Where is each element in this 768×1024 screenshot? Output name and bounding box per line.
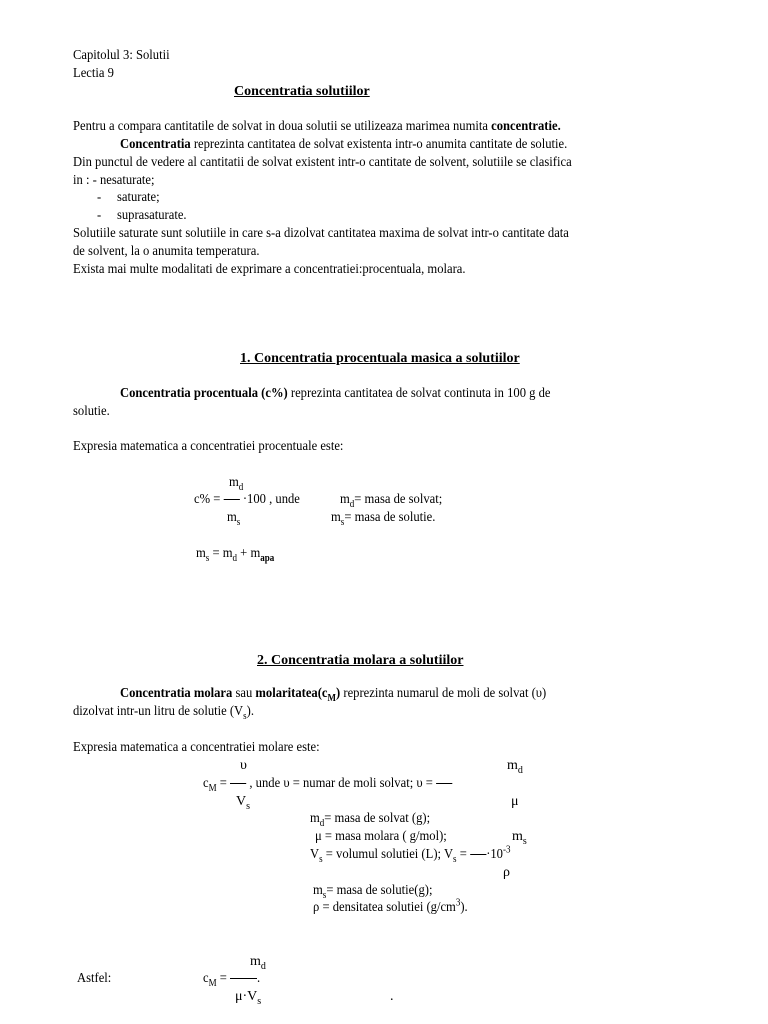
where-ms-2: [313, 882, 432, 899]
section-2-definition-line-2: [73, 703, 254, 720]
symbol: m: [227, 510, 237, 525]
symbol: μ·V: [235, 989, 258, 1004]
c-percent-formula: [194, 491, 300, 508]
section-1-def-bold: Concentratia procentuala (c%): [120, 386, 288, 401]
symbol: + m: [237, 546, 261, 561]
subscript: d: [260, 960, 266, 972]
symbol: V: [310, 847, 320, 862]
symbol: m: [250, 954, 261, 969]
chapter-label: Capitolul 3: Solutii: [73, 48, 170, 63]
section-2-def-bold-end: ): [336, 686, 341, 701]
subscript: s: [522, 835, 527, 847]
section-1-definition-line-1: [120, 385, 550, 402]
final-formula: [203, 970, 260, 987]
subscript: apa: [260, 552, 275, 564]
c-percent-numerator: [229, 474, 243, 491]
symbol: m: [229, 475, 239, 490]
list-item: - suprasaturate.: [97, 208, 187, 223]
subscript: d: [238, 481, 244, 493]
definition-text: ρ = densitatea solutiei (g/cm: [313, 900, 456, 915]
cm-formula: [203, 775, 452, 792]
symbol: =: [216, 971, 231, 986]
definition-text: = masa de solvat (g);: [324, 811, 431, 826]
where-md-2: [310, 810, 430, 827]
subscript: d: [517, 764, 523, 776]
definition-text: = masa de solutie.: [344, 510, 436, 525]
intro-paragraph-3-line-1: Din punctul de vedere al cantitatii de solvat existent intr-o cantitate de solvent, solutiile se clasifica: [73, 155, 572, 170]
section-2-def-text: reprezinta numarul de moli de solvat (υ): [340, 686, 547, 701]
list-item-text: suprasaturate.: [116, 208, 187, 223]
subscript: s: [453, 853, 457, 865]
section-2-def-bold: Concentratia molara: [120, 686, 233, 701]
subscript: s: [246, 800, 251, 812]
intro-paragraph-4-line-1: Solutiile saturate sunt solutiile in care s-a dizolvat cantitatea maxima de solvat intr-o cantitate data: [73, 226, 569, 241]
intro-p2-text: reprezinta cantitatea de solvat existenta intr-o anumita cantitate de solutie.: [190, 137, 568, 152]
intro-p1-text: Pentru a compara cantitatile de solvat in doua solutii se utilizeaza marimea numita: [73, 119, 492, 134]
definition-text: ).: [460, 900, 468, 915]
subscript: M: [327, 692, 337, 704]
list-item-text: saturate;: [116, 190, 160, 205]
section-2-def-bold-2: molaritatea(c: [255, 686, 328, 701]
where-vs: [310, 846, 511, 863]
subscript: s: [243, 710, 247, 722]
symbol: m: [331, 510, 341, 525]
section-2-definition-line-1: [120, 685, 546, 702]
subscript: d: [319, 817, 325, 829]
def-text: ).: [246, 704, 255, 719]
intro-paragraph-4-line-2: de solvent, la o anumita temperatura.: [73, 244, 260, 259]
superscript: 3: [455, 897, 461, 909]
intro-paragraph-5: Exista mai multe modalitati de exprimare a concentratiei:procentuala, molara.: [73, 262, 466, 277]
symbol: m: [310, 811, 320, 826]
symbol: m: [512, 829, 523, 844]
formula-text: , unde υ = numar de moli solvat; υ =: [246, 776, 437, 791]
subscript: s: [319, 853, 323, 865]
section-2-heading: 2. Concentratia molara a solutiilor: [257, 653, 464, 668]
intro-paragraph-2: [120, 136, 567, 153]
list-item: - saturate;: [97, 190, 160, 205]
symbol: .: [257, 971, 261, 986]
vs-denominator: ρ: [503, 865, 510, 880]
fraction-bar: [224, 499, 240, 500]
intro-paragraph-1: [73, 118, 561, 135]
subscript: s: [236, 516, 241, 528]
fraction-bar: [470, 854, 486, 855]
vs-numerator: [512, 828, 527, 845]
symbol: V: [236, 794, 247, 809]
symbol: c: [203, 776, 209, 791]
lesson-label: Lectia 9: [73, 66, 114, 81]
section-1-heading: 1. Concentratia procentuala masica a solutiilor: [240, 351, 520, 366]
astfel-label: Astfel:: [77, 971, 112, 986]
definition-text: = masa de solvat;: [354, 492, 443, 507]
symbol: =: [216, 776, 231, 791]
symbol: =: [456, 847, 470, 862]
fraction-bar: [436, 783, 452, 784]
formula-rhs: ·100 , unde: [239, 492, 300, 507]
symbol: c: [203, 971, 209, 986]
definition-text: = volumul solutiei (L); V: [322, 847, 454, 862]
superscript: -3: [502, 844, 511, 856]
intro-p2-bold: Concentratia: [120, 137, 191, 152]
cm-numerator: υ: [240, 758, 247, 773]
upsilon-numerator: [507, 757, 523, 774]
subscript: M: [208, 977, 217, 989]
section-2-expression-intro: Expresia matematica a concentratiei molare este:: [73, 740, 320, 755]
symbol: ·10: [486, 847, 503, 862]
subscript: s: [257, 995, 262, 1007]
formula-lhs: c% =: [194, 492, 224, 507]
subscript: M: [208, 782, 217, 794]
subscript: d: [349, 498, 355, 510]
intro-paragraph-3-line-2: in : - nesaturate;: [73, 173, 155, 188]
where-mu: μ = masa molara ( g/mol);: [315, 829, 447, 844]
symbol: = m: [209, 546, 233, 561]
def-text: dizolvat intr-un litru de solutie (V: [73, 704, 244, 719]
document-title: Concentratia solutiilor: [234, 84, 370, 99]
definition-text: = masa de solutie(g);: [326, 883, 433, 898]
symbol: m: [196, 546, 206, 561]
section-2-def-mid: sau: [232, 686, 256, 701]
c-percent-denominator: [227, 509, 240, 526]
upsilon-denominator: μ: [511, 794, 519, 809]
where-rho: [313, 899, 468, 916]
trailing-dot: .: [390, 989, 394, 1004]
section-1-def-text: reprezinta cantitatea de solvat continuta in 100 g de: [287, 386, 551, 401]
section-1-definition-line-2: solutie.: [73, 404, 110, 419]
subscript: d: [232, 552, 238, 564]
where-md: [340, 491, 442, 508]
fraction-bar: [230, 978, 257, 979]
subscript: s: [322, 889, 327, 901]
symbol: m: [507, 758, 518, 773]
subscript: s: [340, 516, 345, 528]
symbol: m: [313, 883, 323, 898]
ms-formula: [196, 545, 274, 562]
final-numerator: [250, 953, 266, 970]
subscript: s: [205, 552, 210, 564]
where-ms: [331, 509, 435, 526]
intro-p1-bold: concentratie.: [491, 119, 561, 134]
symbol: m: [340, 492, 350, 507]
final-denominator: [235, 988, 261, 1005]
cm-denominator: [236, 793, 250, 810]
section-1-expression-intro: Expresia matematica a concentratiei procentuale este:: [73, 439, 344, 454]
fraction-bar: [230, 783, 246, 784]
